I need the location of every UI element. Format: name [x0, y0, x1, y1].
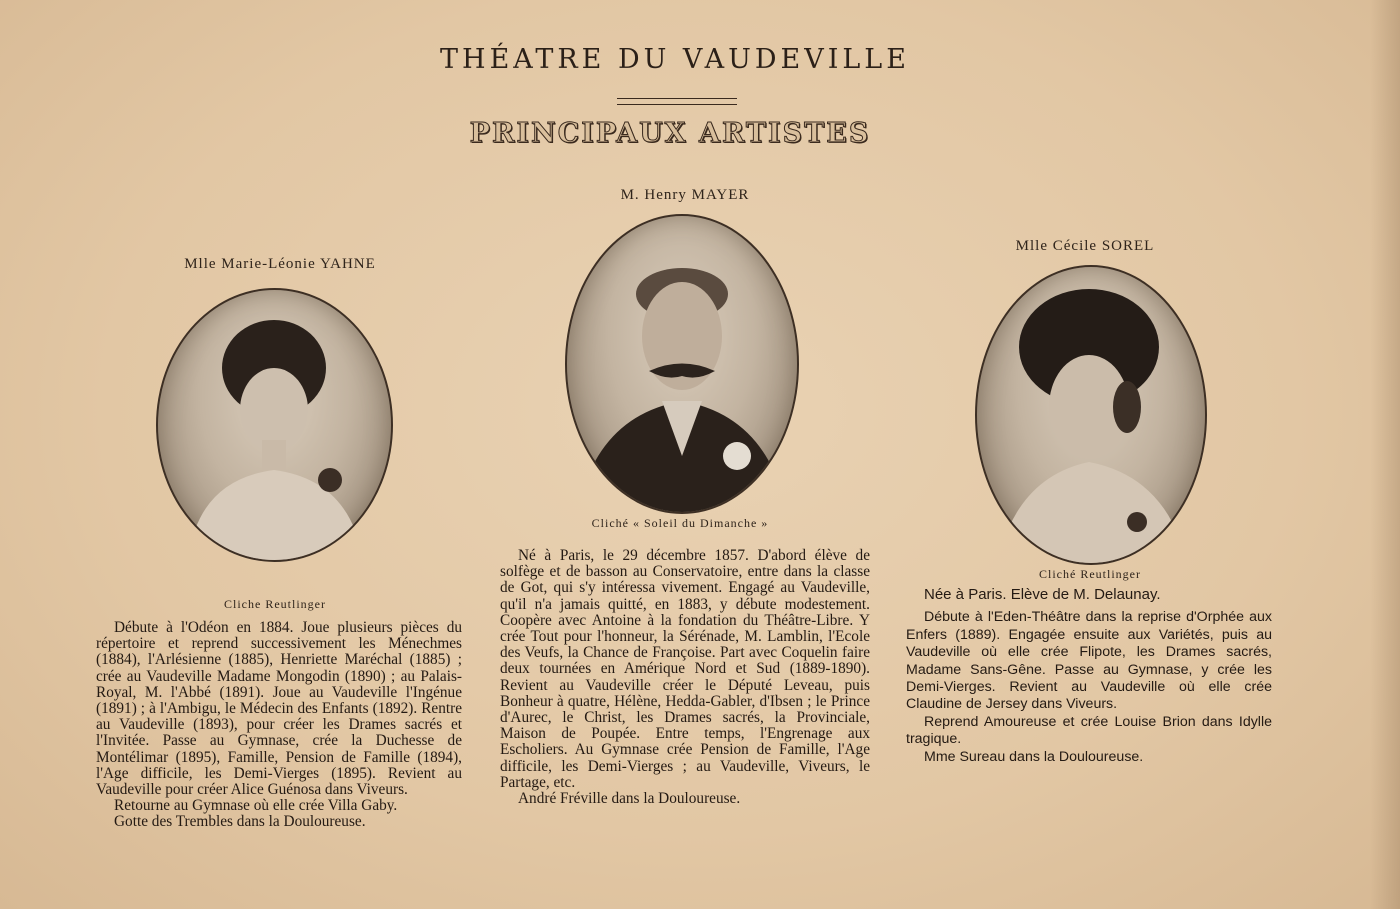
photo-credit-mayer: Cliché « Soleil du Dimanche » — [591, 516, 769, 530]
bio-yahne — [96, 620, 462, 831]
bio-yahne-paragraph: Gotte des Trembles dans la Douloureuse. — [114, 813, 366, 831]
bio-yahne-paragraph: Débute à l'Odéon en 1884. Joue plusieurs pièces du répertoire et reprend successivement les Ménechmes (1884), l'Arlésienne (1885), Henriette Maréchal (1885) ; crée au Vaudeville Madame Mongodin (1890) ; au Palais-Royal, M. l'Abbé (1891). Joue au Vaudeville l'Ingénue (1891) ; à l'Ambigu, le Médecin des Enfants (1892). Rentre au Vaudeville (1893), pour créer les Drames sacrés et l'Invitée. Passe au Gymnase, crée la Duchesse de Montélimar (1895), Famille, Pension de Famille (1894), l'Age difficile, les Demi-Vierges (1895). Revient au Vaudeville pour créer Alice Guénosa dans Viveurs. — [96, 619, 462, 799]
artist-name-yahne: Mlle Marie-Léonie YAHNE — [184, 256, 376, 272]
photo-credit-sorel: Cliché Reutlinger — [1039, 567, 1141, 581]
artist-name-sorel: Mlle Cécile SOREL — [1015, 238, 1155, 254]
title-divider — [617, 98, 737, 105]
bio-sorel — [906, 586, 1272, 766]
portrait-mayer — [565, 214, 799, 514]
portrait-yahne — [156, 288, 393, 562]
photo-credit-yahne: Cliche Reutlinger — [224, 597, 326, 611]
bio-sorel-paragraph: Débute à l'Eden-Théâtre dans la reprise d'Orphée aux Enfers (1889). Engagée ensuite aux Variétés, puis au Vaudeville où elle crée Flipote, les Drames sacrés, Madame Sans-Gêne. Passe au Gymnase, y crée les Demi-Vierges. Revient au Vaudeville où elle crée Claudine de Jersey dans Viveurs. — [906, 609, 1272, 713]
portrait-sorel-figure — [977, 267, 1205, 563]
bio-mayer-paragraph: Né à Paris, le 29 décembre 1857. D'abord élève de solfège et de basson au Conservatoire, entre dans la classe de Got, qui s'y intéressa vivement. Engagé au Vaudeville, qu'il n'a jamais quitté, en 1883, y débute modestement. Coopère avec Antoine à la fondation du Théâtre-Libre. Y crée Tout pour l'honneur, la Sérénade, M. Lamblin, l'Ecole des Veufs, la Chance de Françoise. Part avec Coquelin faire deux tournées en Amérique Nord et Sud (1889-1890). Revient au Vaudeville créer le Député Leveau, puis Bonheur à quatre, Hélène, Hedda-Gabler, d'Ibsen ; le Prince d'Aurec, le Christ, les Drames sacrés, la Provinciale, Maison de Poupée. Entre temps, l'Engrenage aux Escholiers. Au Gymnase crée Pension de Famille, l'Age difficile, les Demi-Vierges ; au Vaudeville, Viveurs, le Partage, etc. — [500, 547, 870, 791]
page-fold-shadow — [1370, 0, 1400, 909]
bio-sorel-paragraph: Mme Sureau dans la Douloureuse. — [924, 748, 1144, 765]
portrait-sorel — [975, 265, 1207, 565]
bio-sorel-paragraph: Reprend Amoureuse et crée Louise Brion dans Idylle tragique. — [906, 713, 1272, 748]
artist-name-mayer: M. Henry MAYER — [620, 187, 750, 203]
bio-yahne-paragraph: Retourne au Gymnase où elle crée Villa Gaby. — [114, 797, 398, 815]
page-subtitle: PRINCIPAUX ARTISTES — [469, 118, 871, 149]
bio-mayer — [500, 548, 870, 807]
bio-mayer-paragraph: André Fréville dans la Douloureuse. — [518, 790, 741, 808]
bio-sorel-lead: Née à Paris. Elève de M. Delaunay. — [924, 586, 1161, 603]
portrait-yahne-figure — [158, 290, 391, 560]
page-title: THÉATRE DU VAUDEVILLE — [440, 44, 910, 75]
portrait-mayer-figure — [567, 216, 797, 512]
